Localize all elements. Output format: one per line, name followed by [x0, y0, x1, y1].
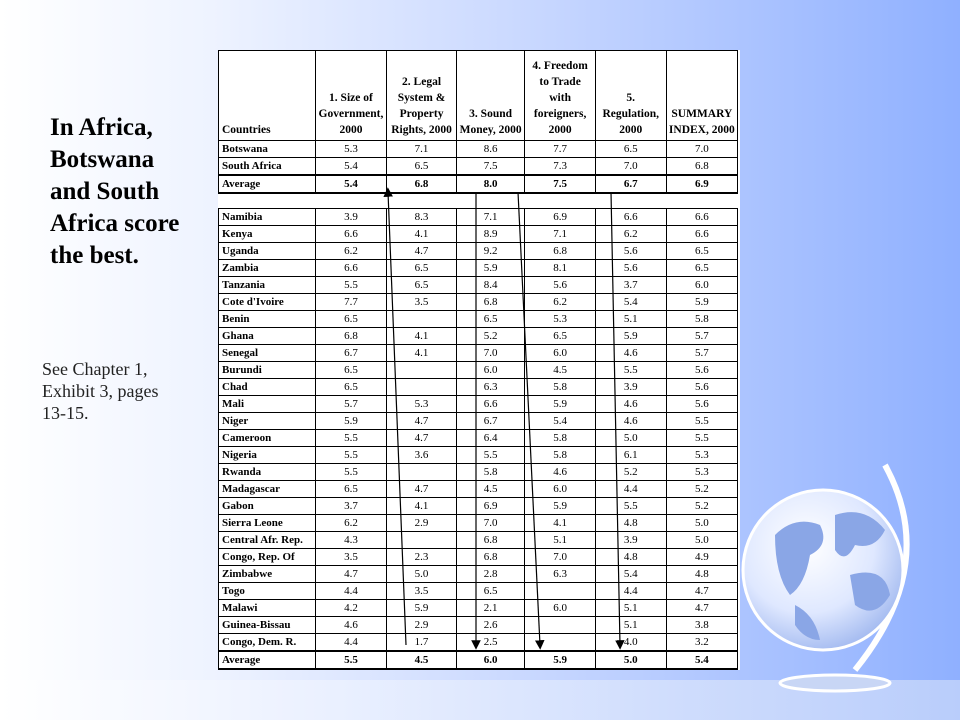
cell-sound-money: 8.4 [456, 277, 525, 294]
cell-summary-index: 4.7 [666, 583, 737, 600]
cell-summary-index: 6.0 [666, 277, 737, 294]
cell-freedom-to-trade: 5.6 [525, 277, 595, 294]
cell-size-of-government: 6.2 [315, 243, 387, 260]
cell-country: Chad [219, 379, 316, 396]
cell-country: Madagascar [219, 481, 316, 498]
cell-summary-index: 5.5 [666, 430, 737, 447]
cell-size-of-government: 5.3 [315, 141, 387, 158]
cell-sound-money: 7.0 [456, 515, 525, 532]
cell-sound-money: 6.7 [456, 413, 525, 430]
cell-regulation: 5.0 [595, 651, 666, 669]
cell-sound-money: 6.8 [456, 549, 525, 566]
cell-freedom-to-trade: 6.8 [525, 243, 595, 260]
cell-summary-index: 5.3 [666, 447, 737, 464]
header-summary-index: SUMMARY INDEX, 2000 [666, 51, 737, 141]
cell-size-of-government: 6.5 [315, 481, 387, 498]
cell-size-of-government: 6.6 [315, 226, 387, 243]
cell-summary-index: 5.7 [666, 328, 737, 345]
cell-size-of-government: 3.7 [315, 498, 387, 515]
table-row [219, 362, 738, 379]
cell-country: Togo [219, 583, 316, 600]
cell-country: Benin [219, 311, 316, 328]
cell-country: Congo, Rep. Of [219, 549, 316, 566]
cell-freedom-to-trade: 5.1 [525, 532, 595, 549]
table-row [219, 294, 738, 311]
cell-freedom-to-trade: 6.3 [525, 566, 595, 583]
spacer-cell [666, 193, 737, 209]
table-row [219, 549, 738, 566]
cell-legal-system: 4.7 [387, 481, 456, 498]
cell-size-of-government: 4.2 [315, 600, 387, 617]
table-row [219, 532, 738, 549]
cell-legal-system: 2.3 [387, 549, 456, 566]
cell-country: Congo, Dem. R. [219, 634, 316, 652]
cell-size-of-government: 5.4 [315, 175, 387, 193]
cell-regulation: 6.7 [595, 175, 666, 193]
cell-size-of-government: 3.9 [315, 209, 387, 226]
cell-freedom-to-trade [525, 634, 595, 652]
cell-country: Gabon [219, 498, 316, 515]
cell-regulation: 4.0 [595, 634, 666, 652]
cell-summary-index: 3.2 [666, 634, 737, 652]
table-row [219, 379, 738, 396]
spacer-cell [525, 193, 595, 209]
cell-legal-system: 3.6 [387, 447, 456, 464]
cell-regulation: 6.1 [595, 447, 666, 464]
average-row-bottom [219, 651, 738, 669]
cell-summary-index: 6.6 [666, 209, 737, 226]
cell-freedom-to-trade: 6.5 [525, 328, 595, 345]
spacer-cell [456, 193, 525, 209]
cell-summary-index: 5.9 [666, 294, 737, 311]
cell-size-of-government: 5.5 [315, 447, 387, 464]
table-row [219, 311, 738, 328]
cell-freedom-to-trade: 7.3 [525, 158, 595, 176]
cell-regulation: 5.0 [595, 430, 666, 447]
cell-freedom-to-trade: 8.1 [525, 260, 595, 277]
chapter-note: See Chapter 1, Exhibit 3, pages 13-15. [42, 359, 159, 423]
cell-legal-system: 4.1 [387, 328, 456, 345]
cell-legal-system [387, 362, 456, 379]
cell-legal-system [387, 532, 456, 549]
cell-sound-money: 8.0 [456, 175, 525, 193]
cell-legal-system: 4.7 [387, 413, 456, 430]
cell-freedom-to-trade [525, 583, 595, 600]
table-row [219, 328, 738, 345]
cell-size-of-government: 4.4 [315, 583, 387, 600]
cell-summary-index: 4.8 [666, 566, 737, 583]
cell-legal-system: 4.7 [387, 243, 456, 260]
cell-freedom-to-trade: 5.8 [525, 447, 595, 464]
cell-country: Central Afr. Rep. [219, 532, 316, 549]
cell-country: Tanzania [219, 277, 316, 294]
cell-country: Average [219, 651, 316, 669]
cell-size-of-government: 6.7 [315, 345, 387, 362]
table-row [219, 583, 738, 600]
cell-summary-index: 5.6 [666, 362, 737, 379]
cell-legal-system: 3.5 [387, 294, 456, 311]
cell-summary-index: 6.5 [666, 260, 737, 277]
table-row [219, 566, 738, 583]
cell-summary-index: 5.0 [666, 515, 737, 532]
cell-sound-money: 2.8 [456, 566, 525, 583]
cell-size-of-government: 5.5 [315, 464, 387, 481]
table-row [219, 515, 738, 532]
cell-regulation: 5.6 [595, 243, 666, 260]
cell-size-of-government: 4.4 [315, 634, 387, 652]
header-countries: Countries [219, 51, 316, 141]
globe-icon [735, 455, 935, 695]
cell-regulation: 5.4 [595, 566, 666, 583]
cell-sound-money: 6.0 [456, 651, 525, 669]
freedom-index-table [218, 50, 738, 670]
cell-summary-index: 5.6 [666, 396, 737, 413]
cell-country: Botswana [219, 141, 316, 158]
cell-sound-money: 4.5 [456, 481, 525, 498]
cell-country: Cameroon [219, 430, 316, 447]
cell-size-of-government: 4.7 [315, 566, 387, 583]
cell-country: Rwanda [219, 464, 316, 481]
table-row [219, 260, 738, 277]
cell-legal-system [387, 464, 456, 481]
cell-sound-money: 9.2 [456, 243, 525, 260]
cell-freedom-to-trade: 6.0 [525, 345, 595, 362]
cell-legal-system: 3.5 [387, 583, 456, 600]
cell-summary-index: 3.8 [666, 617, 737, 634]
cell-legal-system: 4.7 [387, 430, 456, 447]
cell-regulation: 4.4 [595, 481, 666, 498]
table-row [219, 464, 738, 481]
header-legal-system: 2. Legal System & Property Rights, 2000 [387, 51, 456, 141]
cell-country: Senegal [219, 345, 316, 362]
cell-sound-money: 2.1 [456, 600, 525, 617]
cell-regulation: 5.4 [595, 294, 666, 311]
cell-sound-money: 6.4 [456, 430, 525, 447]
header-sound-money: 3. Sound Money, 2000 [456, 51, 525, 141]
table-row [219, 209, 738, 226]
cell-regulation: 7.0 [595, 158, 666, 176]
cell-freedom-to-trade: 4.5 [525, 362, 595, 379]
cell-legal-system: 4.5 [387, 651, 456, 669]
cell-summary-index: 4.9 [666, 549, 737, 566]
cell-regulation: 6.2 [595, 226, 666, 243]
cell-sound-money: 5.5 [456, 447, 525, 464]
cell-country: South Africa [219, 158, 316, 176]
cell-freedom-to-trade: 6.0 [525, 481, 595, 498]
cell-legal-system: 6.5 [387, 260, 456, 277]
cell-size-of-government: 6.2 [315, 515, 387, 532]
table-row [219, 617, 738, 634]
cell-sound-money: 6.0 [456, 362, 525, 379]
cell-sound-money: 8.9 [456, 226, 525, 243]
spacer-cell [595, 193, 666, 209]
cell-country: Ghana [219, 328, 316, 345]
cell-sound-money: 6.5 [456, 583, 525, 600]
cell-country: Average [219, 175, 316, 193]
cell-regulation: 3.9 [595, 379, 666, 396]
cell-summary-index: 5.2 [666, 481, 737, 498]
cell-regulation: 6.6 [595, 209, 666, 226]
table-row [219, 447, 738, 464]
cell-freedom-to-trade: 7.0 [525, 549, 595, 566]
cell-summary-index: 5.7 [666, 345, 737, 362]
cell-legal-system: 5.9 [387, 600, 456, 617]
cell-freedom-to-trade: 6.2 [525, 294, 595, 311]
cell-size-of-government: 5.5 [315, 651, 387, 669]
cell-sound-money: 7.1 [456, 209, 525, 226]
cell-country: Niger [219, 413, 316, 430]
cell-size-of-government: 6.5 [315, 362, 387, 379]
spacer-cell [219, 193, 316, 209]
table-header-row [219, 51, 738, 141]
table-row [219, 498, 738, 515]
cell-legal-system: 4.1 [387, 226, 456, 243]
cell-summary-index: 6.8 [666, 158, 737, 176]
cell-sound-money: 5.8 [456, 464, 525, 481]
cell-freedom-to-trade: 7.5 [525, 175, 595, 193]
cell-country: Nigeria [219, 447, 316, 464]
cell-sound-money: 6.5 [456, 311, 525, 328]
cell-country: Guinea-Bissau [219, 617, 316, 634]
cell-legal-system: 5.0 [387, 566, 456, 583]
cell-country: Malawi [219, 600, 316, 617]
cell-freedom-to-trade: 7.1 [525, 226, 595, 243]
cell-summary-index: 6.9 [666, 175, 737, 193]
cell-sound-money: 5.9 [456, 260, 525, 277]
freedom-index-table-panel [218, 50, 740, 670]
cell-legal-system [387, 379, 456, 396]
cell-summary-index: 5.4 [666, 651, 737, 669]
cell-freedom-to-trade: 5.9 [525, 651, 595, 669]
cell-regulation: 5.1 [595, 311, 666, 328]
cell-sound-money: 6.8 [456, 294, 525, 311]
cell-freedom-to-trade [525, 617, 595, 634]
table-row [219, 481, 738, 498]
cell-size-of-government: 6.6 [315, 260, 387, 277]
cell-regulation: 3.9 [595, 532, 666, 549]
header-regulation: 5. Regulation, 2000 [595, 51, 666, 141]
table-row [219, 141, 738, 158]
cell-size-of-government: 5.7 [315, 396, 387, 413]
cell-summary-index: 5.5 [666, 413, 737, 430]
cell-summary-index: 6.5 [666, 243, 737, 260]
cell-size-of-government: 5.9 [315, 413, 387, 430]
cell-sound-money: 6.9 [456, 498, 525, 515]
cell-country: Cote d'Ivoire [219, 294, 316, 311]
table-body [219, 141, 738, 670]
cell-regulation: 4.8 [595, 549, 666, 566]
cell-legal-system: 8.3 [387, 209, 456, 226]
cell-size-of-government: 6.5 [315, 379, 387, 396]
headline: In Africa, Botswana and South Africa score the best. [50, 114, 180, 269]
header-size-of-government: 1. Size of Government, 2000 [315, 51, 387, 141]
cell-regulation: 5.1 [595, 617, 666, 634]
cell-legal-system [387, 311, 456, 328]
table-row [219, 430, 738, 447]
cell-regulation: 3.7 [595, 277, 666, 294]
cell-regulation: 5.2 [595, 464, 666, 481]
cell-legal-system: 2.9 [387, 515, 456, 532]
cell-size-of-government: 5.4 [315, 158, 387, 176]
cell-sound-money: 2.5 [456, 634, 525, 652]
cell-size-of-government: 5.5 [315, 277, 387, 294]
table-row [219, 634, 738, 652]
table-row [219, 243, 738, 260]
cell-sound-money: 6.6 [456, 396, 525, 413]
cell-regulation: 5.5 [595, 498, 666, 515]
cell-size-of-government: 6.5 [315, 311, 387, 328]
cell-freedom-to-trade: 6.0 [525, 600, 595, 617]
cell-regulation: 5.5 [595, 362, 666, 379]
table-row [219, 413, 738, 430]
table-row [219, 277, 738, 294]
cell-freedom-to-trade: 5.3 [525, 311, 595, 328]
cell-regulation: 5.9 [595, 328, 666, 345]
cell-sound-money: 6.3 [456, 379, 525, 396]
cell-summary-index: 7.0 [666, 141, 737, 158]
cell-legal-system: 6.8 [387, 175, 456, 193]
spacer-cell [315, 193, 387, 209]
cell-summary-index: 6.6 [666, 226, 737, 243]
cell-regulation: 6.5 [595, 141, 666, 158]
cell-legal-system: 4.1 [387, 345, 456, 362]
cell-freedom-to-trade: 5.9 [525, 396, 595, 413]
cell-regulation: 5.6 [595, 260, 666, 277]
header-freedom-to-trade: 4. Freedom to Trade with foreigners, 2000 [525, 51, 595, 141]
cell-legal-system: 7.1 [387, 141, 456, 158]
cell-legal-system: 6.5 [387, 158, 456, 176]
cell-legal-system: 6.5 [387, 277, 456, 294]
cell-sound-money: 5.2 [456, 328, 525, 345]
cell-sound-money: 7.0 [456, 345, 525, 362]
cell-freedom-to-trade: 4.1 [525, 515, 595, 532]
cell-country: Zambia [219, 260, 316, 277]
cell-sound-money: 7.5 [456, 158, 525, 176]
cell-summary-index: 4.7 [666, 600, 737, 617]
cell-regulation: 5.1 [595, 600, 666, 617]
cell-freedom-to-trade: 5.9 [525, 498, 595, 515]
cell-regulation: 4.8 [595, 515, 666, 532]
cell-freedom-to-trade: 6.9 [525, 209, 595, 226]
cell-freedom-to-trade: 5.8 [525, 430, 595, 447]
cell-summary-index: 5.2 [666, 498, 737, 515]
cell-sound-money: 8.6 [456, 141, 525, 158]
table-row [219, 345, 738, 362]
cell-regulation: 4.6 [595, 396, 666, 413]
cell-freedom-to-trade: 7.7 [525, 141, 595, 158]
average-row-top [219, 175, 738, 193]
cell-summary-index: 5.6 [666, 379, 737, 396]
cell-size-of-government: 4.3 [315, 532, 387, 549]
cell-country: Sierra Leone [219, 515, 316, 532]
table-row [219, 600, 738, 617]
cell-sound-money: 6.8 [456, 532, 525, 549]
cell-freedom-to-trade: 5.4 [525, 413, 595, 430]
cell-legal-system: 1.7 [387, 634, 456, 652]
cell-country: Zimbabwe [219, 566, 316, 583]
cell-size-of-government: 3.5 [315, 549, 387, 566]
table-spacer-row [219, 193, 738, 209]
cell-size-of-government: 4.6 [315, 617, 387, 634]
cell-freedom-to-trade: 4.6 [525, 464, 595, 481]
cell-freedom-to-trade: 5.8 [525, 379, 595, 396]
table-row [219, 396, 738, 413]
cell-country: Uganda [219, 243, 316, 260]
cell-legal-system: 4.1 [387, 498, 456, 515]
cell-country: Burundi [219, 362, 316, 379]
cell-size-of-government: 7.7 [315, 294, 387, 311]
cell-regulation: 4.6 [595, 345, 666, 362]
cell-regulation: 4.6 [595, 413, 666, 430]
cell-summary-index: 5.3 [666, 464, 737, 481]
cell-regulation: 4.4 [595, 583, 666, 600]
spacer-cell [387, 193, 456, 209]
cell-country: Mali [219, 396, 316, 413]
cell-legal-system: 2.9 [387, 617, 456, 634]
cell-country: Kenya [219, 226, 316, 243]
cell-summary-index: 5.8 [666, 311, 737, 328]
table-row [219, 158, 738, 176]
cell-sound-money: 2.6 [456, 617, 525, 634]
cell-size-of-government: 6.8 [315, 328, 387, 345]
cell-country: Namibia [219, 209, 316, 226]
table-row [219, 226, 738, 243]
cell-size-of-government: 5.5 [315, 430, 387, 447]
cell-summary-index: 5.0 [666, 532, 737, 549]
cell-legal-system: 5.3 [387, 396, 456, 413]
